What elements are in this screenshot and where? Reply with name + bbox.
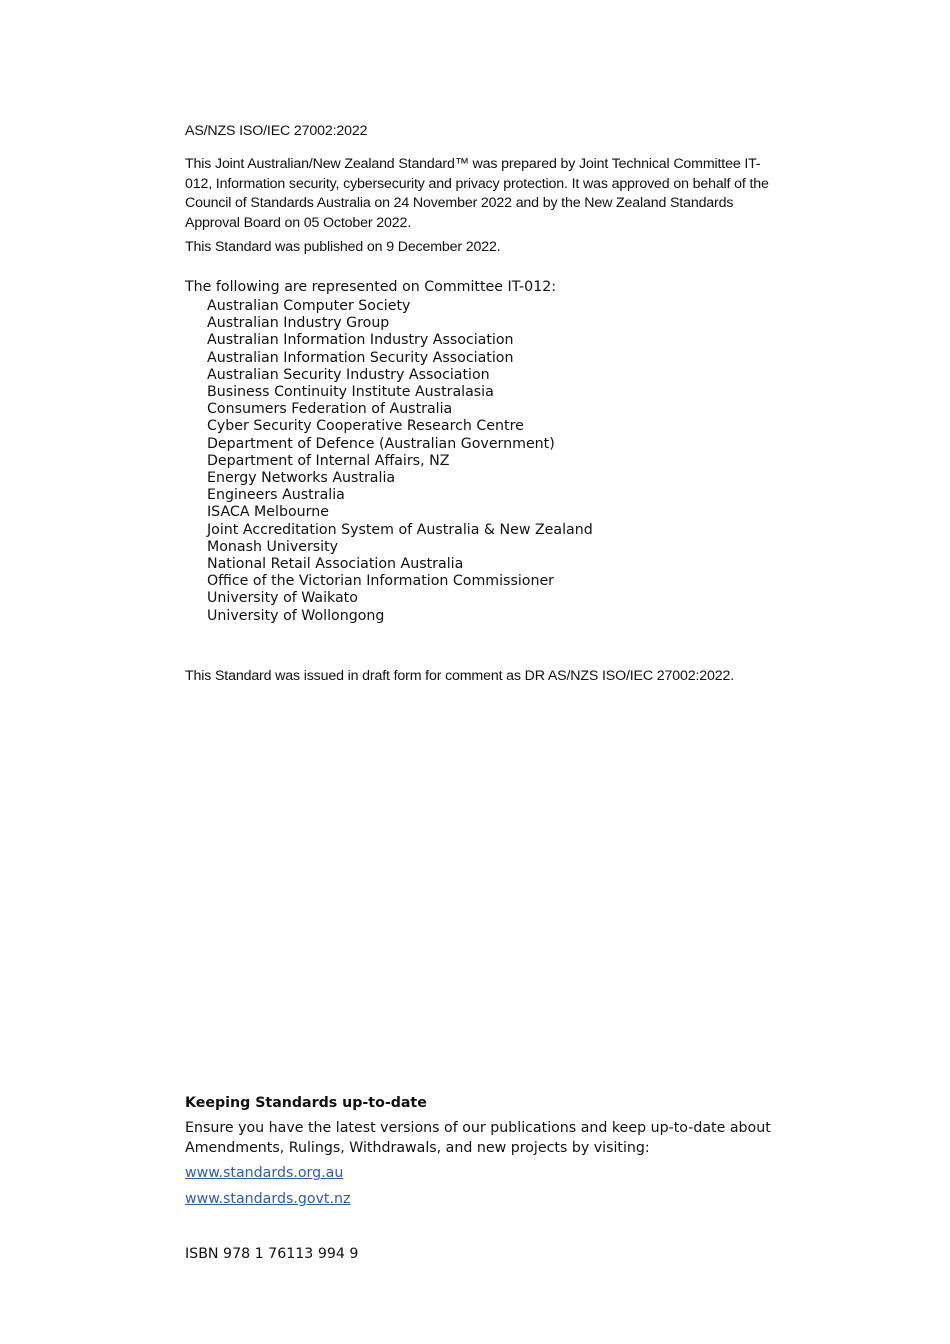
committee-member: Office of the Victorian Information Commissioner [207, 573, 555, 590]
committee-member: Energy Networks Australia [207, 470, 396, 487]
isbn-number: ISBN 978 1 76113 994 9 [185, 1246, 359, 1262]
committee-member: Joint Accreditation System of Australia & New Zealand [207, 521, 593, 538]
committee-member: Australian Security Industry Association [207, 366, 490, 383]
committee-member: National Retail Association Australia [207, 556, 464, 573]
standards-australia-link[interactable]: www.standards.org.au [185, 1165, 344, 1181]
committee-member: Department of Internal Affairs, NZ [207, 452, 450, 469]
standard-intro-paragraph: This Joint Australian/New Zealand Standard™ was prepared by Joint Technical Committee IT-012, Information security, cybersecurity and privacy protection. It was approved on behalf of the Council of Standards Australia on 24 November 2022 and by the New Zealand Standards Approval Board on 05 October 2022. [185, 156, 769, 231]
standards-new-zealand-link[interactable]: www.standards.govt.nz [185, 1191, 351, 1207]
committee-member: ISACA Melbourne [207, 504, 329, 521]
committee-member: Australian Industry Group [207, 315, 390, 332]
committee-heading: The following are represented on Committee IT-012: [185, 279, 557, 295]
committee-member: Monash University [207, 538, 339, 555]
committee-member: Australian Information Security Association [207, 349, 514, 366]
standard-designation: AS/NZS ISO/IEC 27002:2022 [185, 123, 368, 139]
draft-comment-note: This Standard was issued in draft form for comment as DR AS/NZS ISO/IEC 27002:2022. [185, 668, 734, 684]
committee-member: Consumers Federation of Australia [207, 401, 453, 418]
committee-member-list [207, 298, 807, 625]
keeping-up-to-date-text: Ensure you have the latest versions of our publications and keep up-to-date about Amendments, Rulings, Withdrawals, and new projects by visiting: [185, 1120, 771, 1156]
committee-member: Engineers Australia [207, 487, 345, 504]
committee-member: Business Continuity Institute Australasia [207, 384, 494, 401]
committee-member: University of Wollongong [207, 607, 385, 624]
publication-date-statement: This Standard was published on 9 December 2022. [185, 239, 501, 255]
committee-member: Australian Computer Society [207, 298, 411, 314]
keeping-up-to-date-heading: Keeping Standards up-to-date [185, 1095, 427, 1111]
committee-member: Department of Defence (Australian Government) [207, 435, 555, 452]
committee-member: Cyber Security Cooperative Research Centre [207, 418, 524, 435]
committee-member: Australian Information Industry Association [207, 332, 514, 349]
committee-member: University of Waikato [207, 590, 358, 607]
